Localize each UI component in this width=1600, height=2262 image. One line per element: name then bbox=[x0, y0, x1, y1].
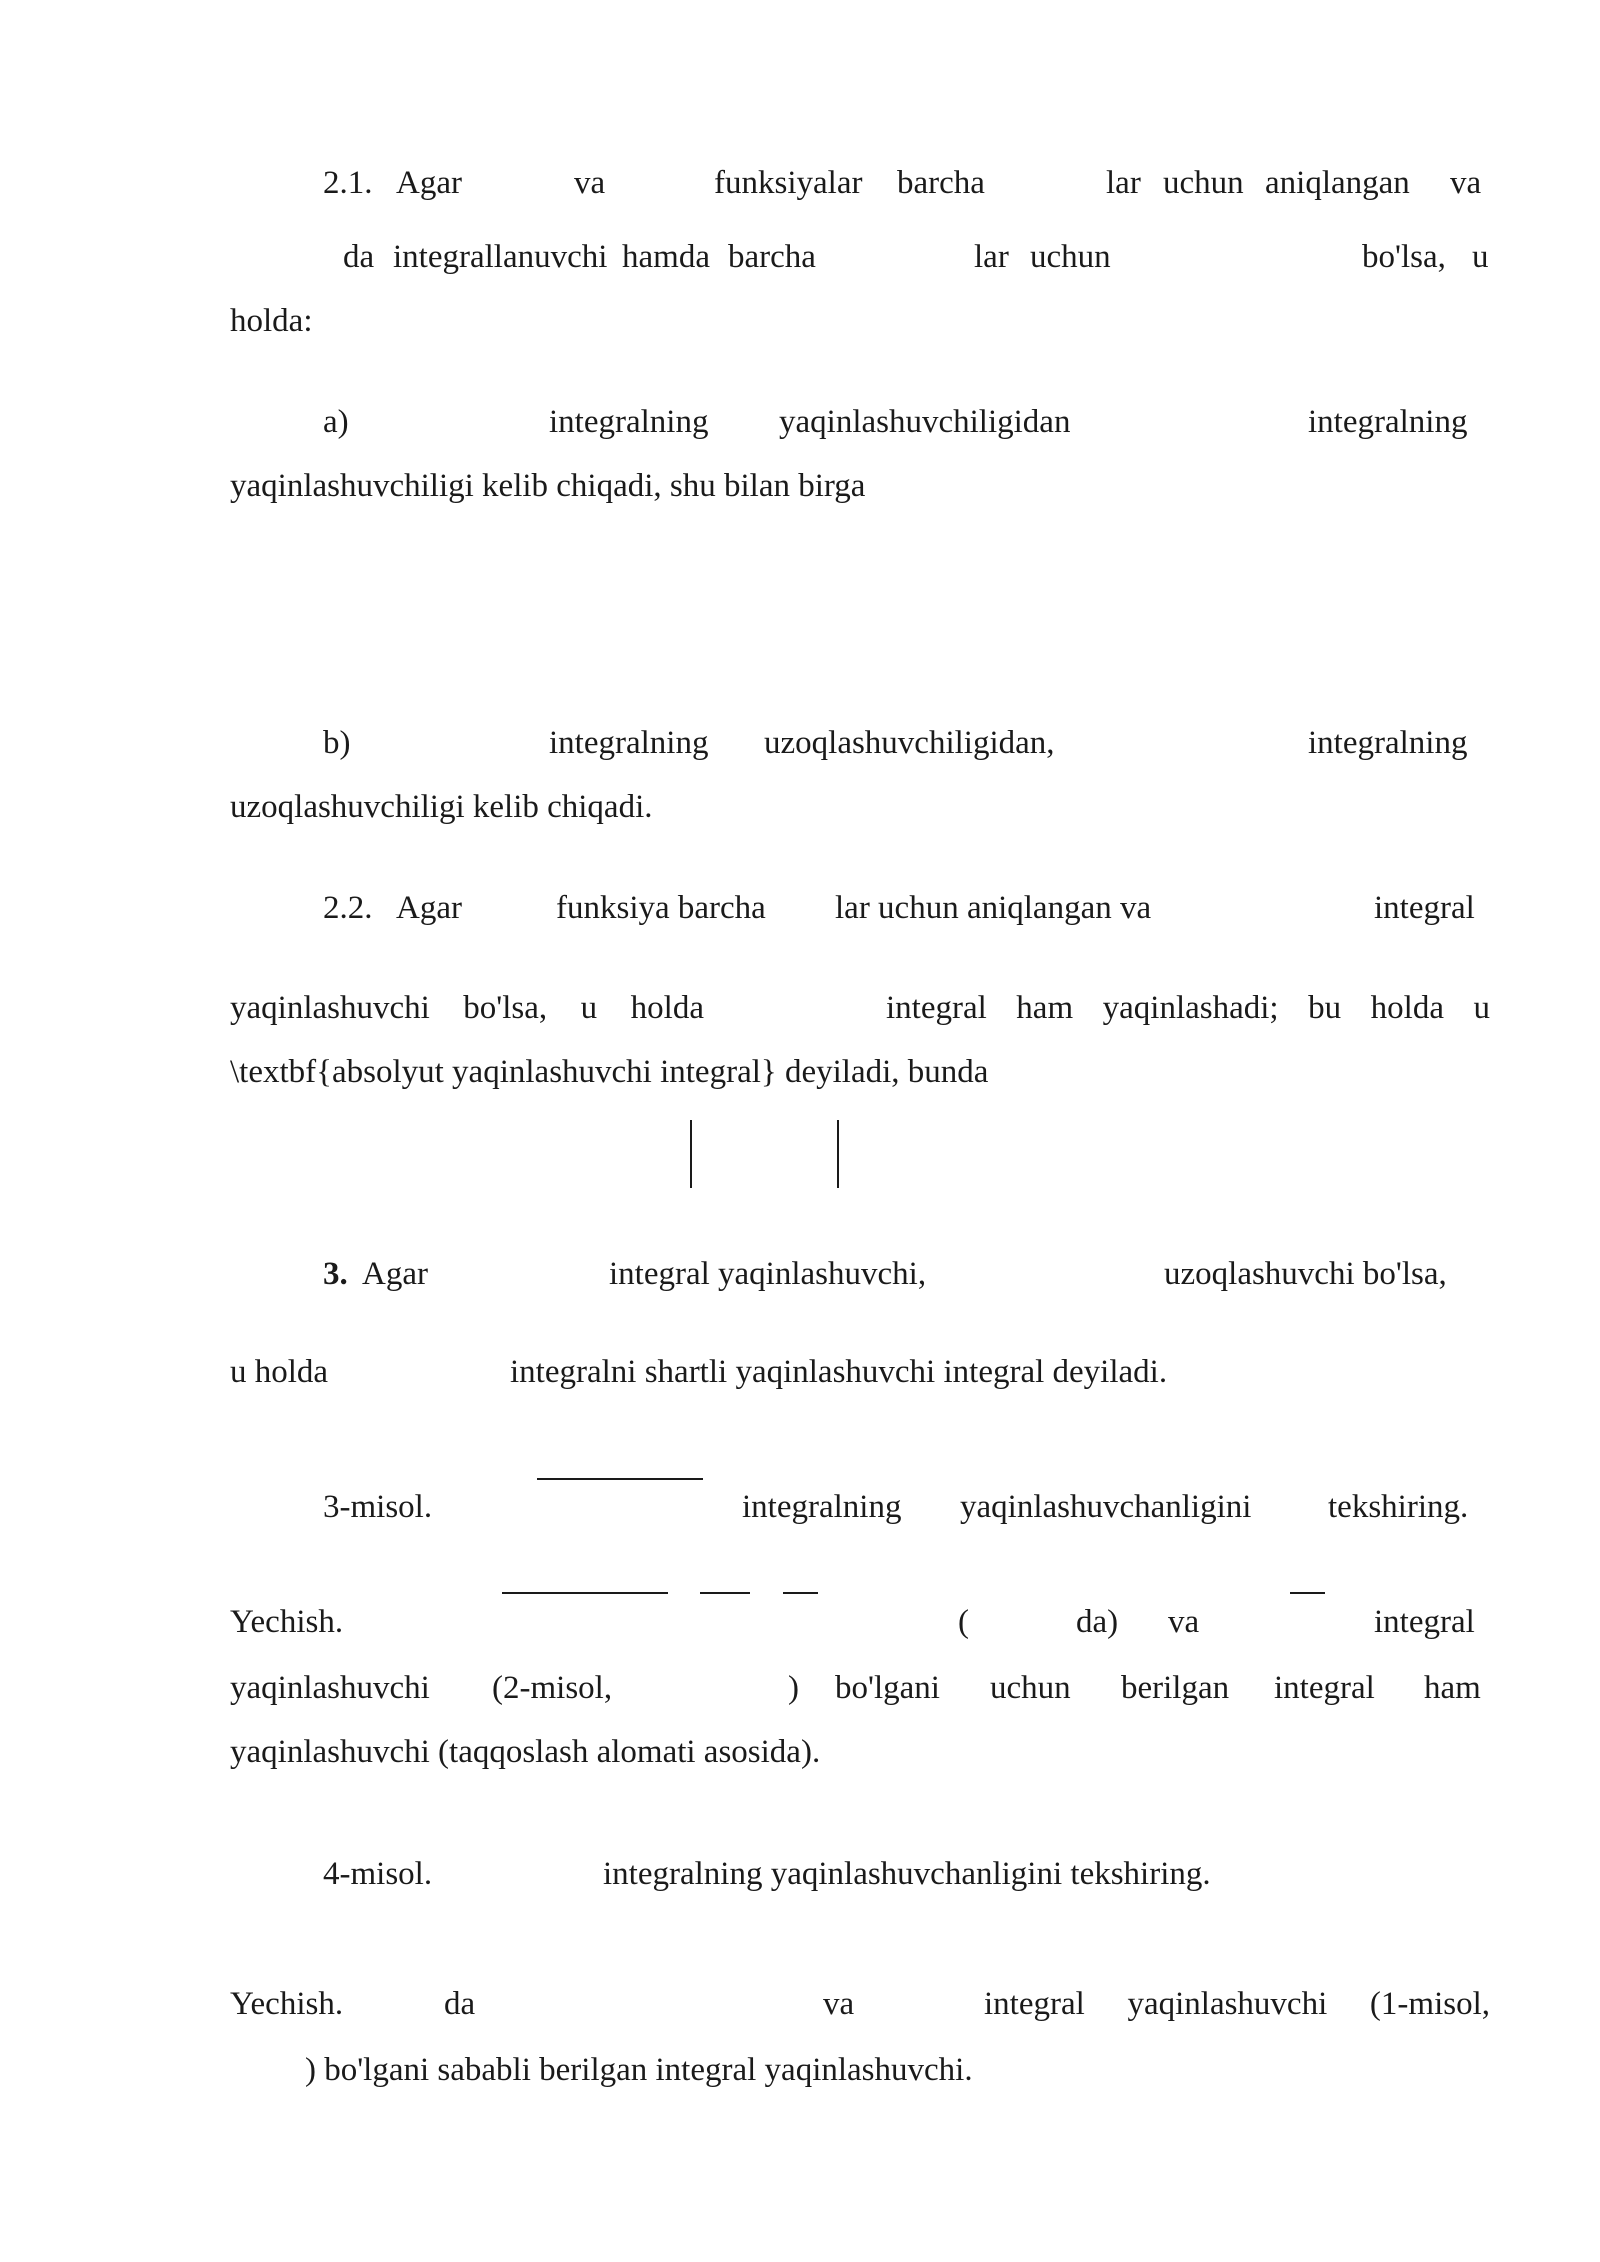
fraction-bar bbox=[783, 1592, 818, 1594]
text-word: u bbox=[1472, 239, 1489, 275]
text-word: u holda bbox=[230, 1354, 329, 1390]
example-4-label: 4-misol. bbox=[323, 1856, 433, 1892]
text-word: ( bbox=[958, 1604, 969, 1640]
text-word: bo'lsa, bbox=[1362, 239, 1446, 275]
absolute-value-bar-right bbox=[837, 1120, 839, 1188]
text-line: yaqinlashuvchi bo'lsa, u holda bbox=[230, 990, 704, 1026]
text-line: integralning yaqinlashuvchanligini tekshiring. bbox=[603, 1856, 1211, 1892]
text-word: integralning bbox=[549, 404, 709, 440]
text-word: va bbox=[1168, 1604, 1200, 1640]
text-word: va bbox=[823, 1986, 855, 2022]
text-word: lar bbox=[1106, 165, 1141, 201]
text-word: (2-misol, bbox=[492, 1670, 613, 1706]
solution-label: Yechish. bbox=[230, 1604, 344, 1640]
text-word: lar bbox=[974, 239, 1009, 275]
section-3-number: 3. bbox=[323, 1256, 348, 1292]
text-word: integrallanuvchi bbox=[393, 239, 608, 275]
text-word: integral bbox=[1374, 890, 1475, 926]
text-line: uzoqlashuvchiligi kelib chiqadi. bbox=[230, 789, 653, 825]
text-word: Agar bbox=[396, 165, 462, 201]
solution-label: Yechish. bbox=[230, 1986, 344, 2022]
text-word: da bbox=[444, 1986, 476, 2022]
text-word: yaqinlashuvchiligidan bbox=[779, 404, 1071, 440]
text-word: uchun bbox=[1030, 239, 1111, 275]
item-a-label: a) bbox=[323, 404, 349, 440]
text-word: Agar bbox=[362, 1256, 428, 1292]
fraction-bar bbox=[1290, 1592, 1325, 1594]
text-line: integral ham yaqinlashadi; bu holda u bbox=[886, 990, 1490, 1026]
text-word: funksiya barcha bbox=[556, 890, 766, 926]
text-word: uchun bbox=[1163, 165, 1244, 201]
text-word: yaqinlashuvchi bbox=[230, 1670, 430, 1706]
example-3-label: 3-misol. bbox=[323, 1489, 433, 1525]
item-b-label: b) bbox=[323, 725, 351, 761]
text-line: integralni shartli yaqinlashuvchi integral deyiladi. bbox=[510, 1354, 1168, 1390]
text-word: barcha bbox=[728, 239, 816, 275]
text-line: yaqinlashuvchiligi kelib chiqadi, shu bilan birga bbox=[230, 468, 866, 504]
text-word: yaqinlashuvchanligini bbox=[960, 1489, 1252, 1525]
text-line: yaqinlashuvchi (taqqoslash alomati asosida). bbox=[230, 1734, 821, 1770]
text-line: holda: bbox=[230, 303, 313, 339]
text-word: da bbox=[343, 239, 375, 275]
text-word: uzoqlashuvchi bo'lsa, bbox=[1164, 1256, 1447, 1292]
section-2-2-number: 2.2. bbox=[323, 890, 373, 926]
text-word: barcha bbox=[897, 165, 985, 201]
section-2-1-number: 2.1. bbox=[323, 165, 373, 201]
text-word: va bbox=[1450, 165, 1482, 201]
text-word: ) bbox=[788, 1670, 799, 1706]
text-word: uchun bbox=[990, 1670, 1071, 1706]
text-word: berilgan bbox=[1121, 1670, 1230, 1706]
text-word: da) bbox=[1076, 1604, 1119, 1640]
text-word: integralning bbox=[1308, 725, 1468, 761]
fraction-bar bbox=[700, 1592, 750, 1594]
text-word: ham bbox=[1424, 1670, 1481, 1706]
text-word: integral bbox=[1374, 1604, 1475, 1640]
text-word: tekshiring. bbox=[1328, 1489, 1469, 1525]
text-word: bo'lgani bbox=[835, 1670, 940, 1706]
text-word: integral bbox=[1274, 1670, 1375, 1706]
text-word: aniqlangan bbox=[1265, 165, 1410, 201]
text-word: Agar bbox=[396, 890, 462, 926]
absolute-value-bar-left bbox=[690, 1120, 692, 1188]
text-line: ) bo'lgani sababli berilgan integral yaqinlashuvchi. bbox=[305, 2052, 973, 2088]
text-word: integral yaqinlashuvchi, bbox=[609, 1256, 927, 1292]
text-word: integralning bbox=[742, 1489, 902, 1525]
fraction-bar bbox=[502, 1592, 668, 1594]
text-word: integralning bbox=[1308, 404, 1468, 440]
text-word: uzoqlashuvchiligidan, bbox=[764, 725, 1055, 761]
text-line: integral yaqinlashuvchi (1-misol, bbox=[984, 1986, 1490, 2022]
text-word: va bbox=[574, 165, 606, 201]
text-word: funksiyalar bbox=[714, 165, 863, 201]
text-word: integralning bbox=[549, 725, 709, 761]
fraction-bar bbox=[537, 1478, 703, 1480]
text-word: hamda bbox=[622, 239, 710, 275]
text-line: \textbf{absolyut yaqinlashuvchi integral} deyiladi, bunda bbox=[230, 1054, 989, 1090]
text-word: lar uchun aniqlangan va bbox=[835, 890, 1152, 926]
